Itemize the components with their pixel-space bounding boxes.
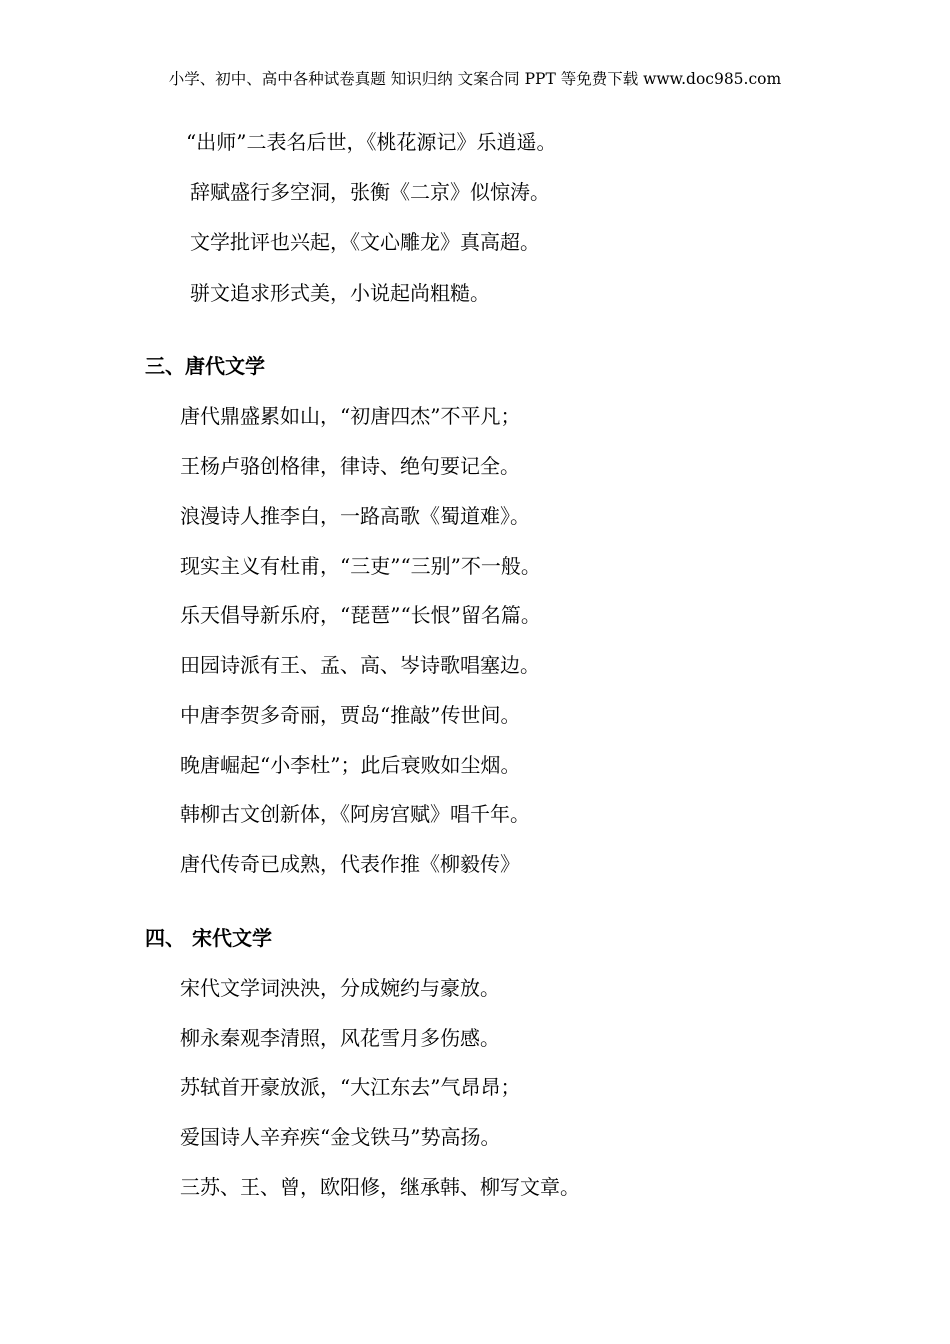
poem-line: 现实主义有杜甫，“三吏”“三别”不一般。 (180, 554, 541, 578)
poem-line: 田园诗派有王、孟、高、岑诗歌唱塞边。 (180, 653, 540, 677)
poem-line: 文学批评也兴起，《文心雕龙》真高超。 (190, 230, 540, 254)
poem-line: 骈文追求形式美，小说起尚粗糙。 (190, 281, 490, 305)
poem-line: “出师”二表名后世，《桃花源记》乐逍遥。 (186, 130, 557, 154)
poem-line: 柳永秦观李清照，风花雪月多伤感。 (180, 1026, 500, 1050)
poem-line: 唐代传奇已成熟，代表作推《柳毅传》 (180, 852, 520, 876)
poem-line: 三苏、王、曾，欧阳修，继承韩、柳写文章。 (180, 1175, 580, 1199)
poem-line: 苏轼首开豪放派，“大江东去”气昂昂； (180, 1075, 521, 1099)
poem-line: 辞赋盛行多空洞，张衡《二京》似惊涛。 (190, 180, 550, 204)
section-heading-tang: 三、唐代文学 (145, 354, 265, 378)
poem-line: 韩柳古文创新体，《阿房宫赋》唱千年。 (180, 802, 530, 826)
poem-line: 王杨卢骆创格律，律诗、绝句要记全。 (180, 454, 520, 478)
poem-line: 爱国诗人辛弃疾“金戈铁马”势高扬。 (180, 1125, 501, 1149)
page-header: 小学、初中、高中各种试卷真题 知识归纳 文案合同 PPT 等免费下载 www.doc985.com (168, 70, 782, 88)
poem-line: 宋代文学词泱泱，分成婉约与豪放。 (180, 976, 500, 1000)
poem-line: 乐天倡导新乐府，“琵琶”“长恨”留名篇。 (180, 603, 541, 627)
poem-line: 浪漫诗人推李白，一路高歌《蜀道难》。 (180, 504, 530, 528)
poem-line: 中唐李贺多奇丽，贾岛“推敲”传世间。 (180, 703, 521, 727)
poem-line: 晚唐崛起“小李杜”；此后衰败如尘烟。 (180, 753, 521, 777)
section-heading-song: 四、 宋代文学 (145, 926, 272, 950)
poem-line: 唐代鼎盛累如山，“初唐四杰”不平凡； (180, 404, 521, 428)
